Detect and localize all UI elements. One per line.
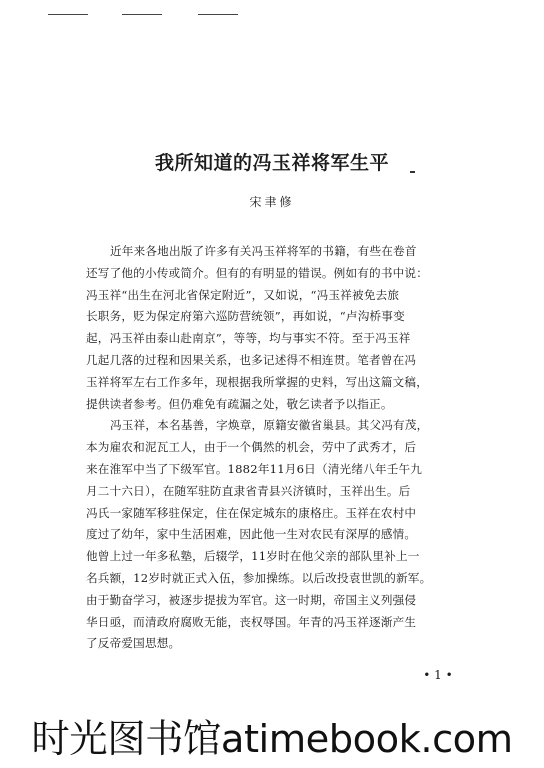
text-line: 冯氏一家随军移驻保定，住在保定城东的康格庄。玉祥在农村中 — [86, 505, 417, 520]
text-line: 长职务，贬为保定府第六巡防营统领”，再如说，“卢沟桥事变 — [86, 309, 405, 324]
article-title: 我所知道的冯玉祥将军生平 — [154, 152, 389, 174]
text-line: 冯玉祥“出生在河北省保定附近”，又如说，“冯玉祥被免去旅 — [86, 287, 400, 302]
author-name: 宋聿修 — [249, 195, 295, 209]
text-line: 由于勤奋学习，被逐步提拔为军官。这一时期，帝国主义列强侵 — [86, 592, 417, 607]
text-line: 了反帝爱国思想。 — [86, 636, 181, 651]
text-line: 度过了幼年，家中生活困难，因此他一生对农民有深厚的感情。 — [86, 527, 417, 542]
title-mark — [410, 171, 415, 173]
text-line: 月二十六日），在随军驻防直隶省青县兴济镇时，玉祥出生。后 — [86, 483, 411, 498]
page-number: • 1 • — [423, 668, 453, 682]
text-line: 本为雇农和泥瓦工人，由于一个偶然的机会，劳中了武秀才，后 — [86, 440, 417, 455]
text-line: 起，冯玉祥由泰山赴南京”，等等，均与事实不符。至于冯玉祥 — [86, 331, 411, 346]
text-line: 华日亟，而清政府腐败无能，丧权辱国。年青的冯玉祥逐渐产生 — [86, 614, 417, 629]
text-line: 还写了他的小传或简介。但有的有明显的错误。例如有的书中说： — [86, 265, 429, 280]
header-rule — [48, 14, 88, 15]
header-rule — [198, 14, 238, 15]
watermark: 时光图书馆atimebook.com — [31, 717, 513, 762]
text-line: 提供读者参考。但仍难免有疏漏之处，敬乞读者予以指正。 — [86, 396, 393, 411]
text-line: 近年来各地出版了许多有关冯玉祥将军的书籍，有些在卷首 — [110, 244, 417, 258]
text-line: 他曾上过一年多私塾，后辍学，11岁时在他父亲的部队里补上一 — [86, 549, 420, 564]
text-line: 冯玉祥，本名基善，字焕章，原籍安徽省巢县。其父冯有茂， — [110, 418, 429, 433]
text-line: 几起几落的过程和因果关系，也多记述得不相连贯。笔者曾在冯 — [86, 352, 417, 367]
article-body — [86, 241, 466, 655]
text-line: 玉祥将军左右工作多年，现根据我所掌握的史料，写出这篇文稿， — [86, 374, 429, 389]
text-line: 名兵额，12岁时就正式入伍，参加操练。以后改投袁世凯的新军。 — [86, 570, 432, 585]
header-rule — [122, 14, 162, 15]
text-line: 来在淮军中当了下级军官。1882年11月6日（清光绪八年壬午九 — [86, 461, 423, 476]
